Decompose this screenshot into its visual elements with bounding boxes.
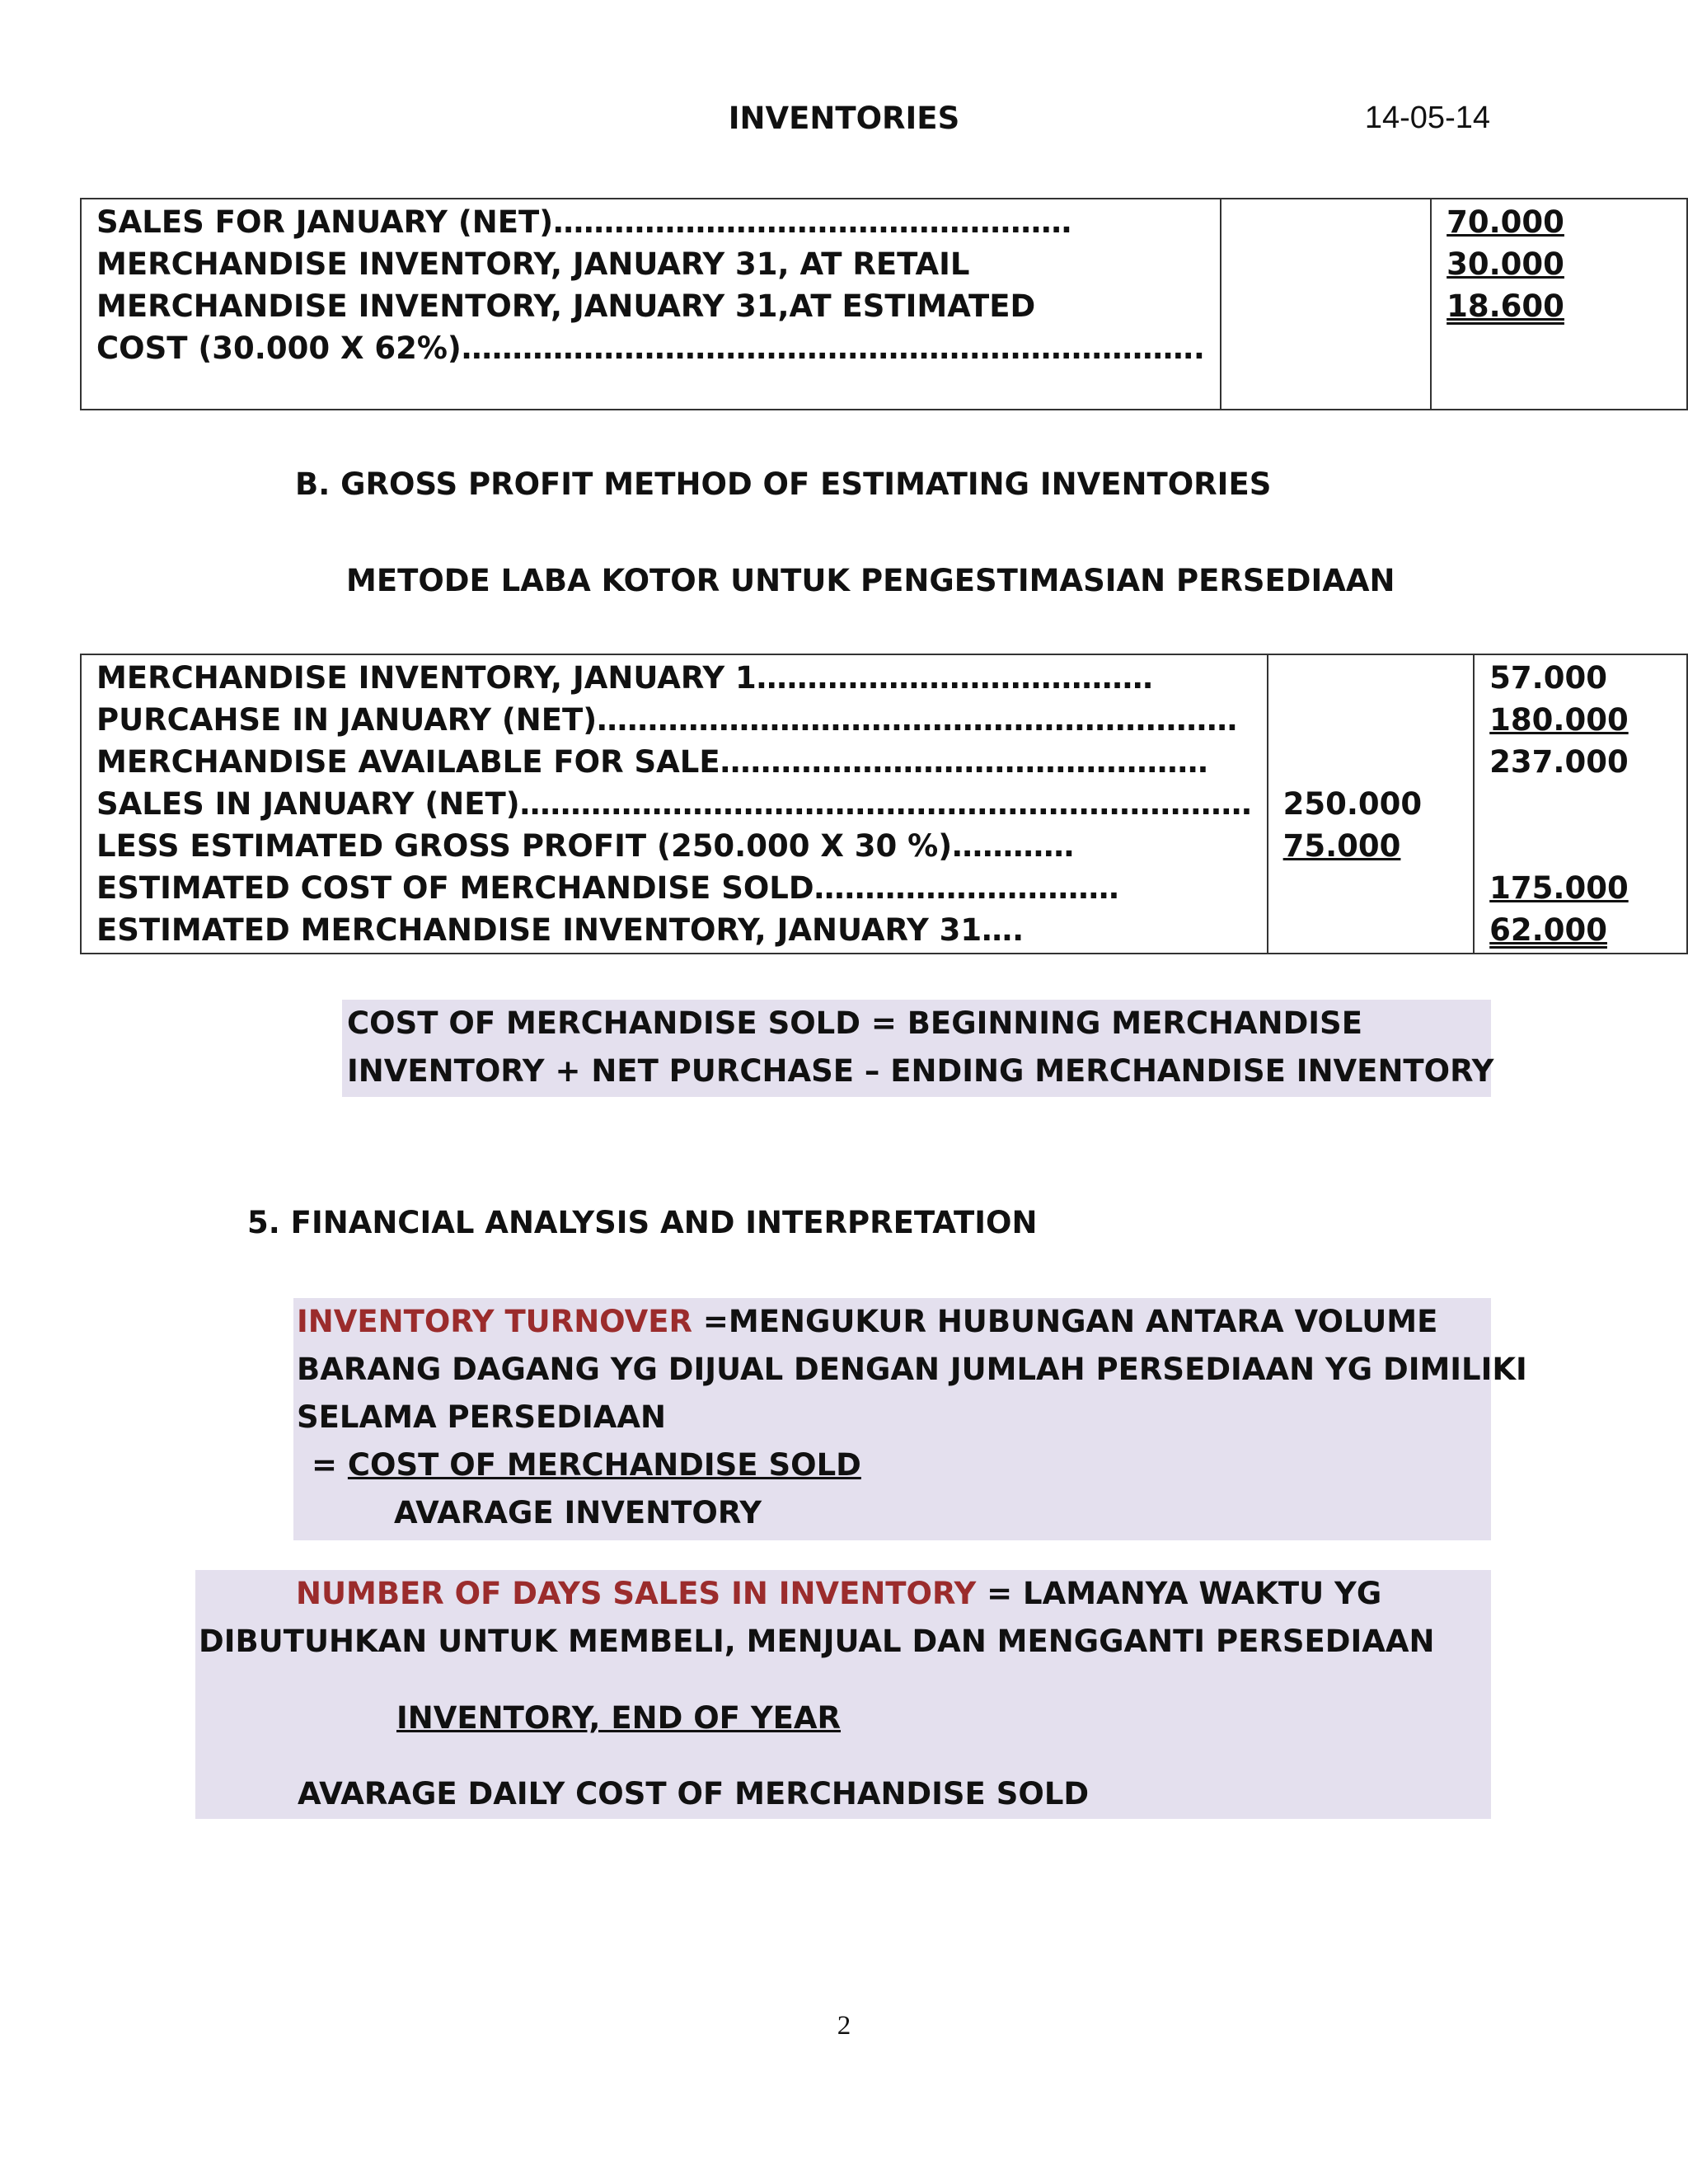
table2-mid xyxy=(1283,909,1459,951)
inventory-turnover-term: INVENTORY TURNOVER xyxy=(297,1304,693,1339)
table1-value: 18.600 xyxy=(1447,288,1564,324)
table2-label: SALES IN JANUARY (NET)……………………………………………………………… xyxy=(96,786,1252,822)
turnover-definition-line: SELAMA PERSEDIAAN xyxy=(297,1399,666,1435)
days-sales-box xyxy=(195,1570,1491,1819)
turnover-formula-numerator-line xyxy=(297,1441,1488,1489)
table2-label: MERCHANDISE INVENTORY, JANUARY 1………………………………… xyxy=(96,660,1153,696)
amount-cell xyxy=(1474,654,1687,954)
table1-line: SALES FOR JANUARY (NET)…………………………………………… xyxy=(96,204,1072,240)
days-sales-numerator: INVENTORY, END OF YEAR xyxy=(396,1700,842,1736)
table2-amount: 237.000 xyxy=(1489,744,1629,780)
table2-label: ESTIMATED COST OF MERCHANDISE SOLD………………………… xyxy=(96,870,1119,906)
table2-amount: 180.000 xyxy=(1489,702,1629,738)
amount-cell xyxy=(1431,199,1687,410)
page-number: 2 xyxy=(837,2011,851,2041)
table1-line: COST (30.000 X 62%)………………………………………………………………. xyxy=(96,330,1205,366)
turnover-definition-line xyxy=(297,1298,1488,1346)
table2-mid xyxy=(1283,699,1459,741)
table2-amount xyxy=(1489,825,1672,867)
section-b-title: B. GROSS PROFIT METHOD OF ESTIMATING INVENTORIES xyxy=(295,466,1272,502)
gross-profit-table xyxy=(80,654,1688,954)
days-sales-term: NUMBER OF DAYS SALES IN INVENTORY xyxy=(296,1576,977,1611)
turnover-numerator: COST OF MERCHANDISE SOLD xyxy=(347,1447,861,1483)
retail-inventory-table xyxy=(80,198,1688,410)
document-date: 14-05-14 xyxy=(1364,101,1490,135)
inventory-turnover-box xyxy=(293,1298,1527,1540)
cogs-formula-box xyxy=(342,1000,1494,1097)
section-5-title: 5. FINANCIAL ANALYSIS AND INTERPRETATION xyxy=(247,1205,1038,1240)
table2-amount xyxy=(1489,783,1672,825)
table2-mid: 250.000 xyxy=(1282,786,1423,822)
table2-amount: 57.000 xyxy=(1489,660,1607,696)
middle-cell xyxy=(1268,654,1475,954)
turnover-definition-text: =MENGUKUR HUBUNGAN ANTARA VOLUME xyxy=(692,1304,1438,1339)
days-sales-definition-line: DIBUTUHKAN UNTUK MEMBELI, MENJUAL DAN MENGGANTI PERSEDIAAN xyxy=(199,1624,1435,1659)
days-sales-denominator: AVARAGE DAILY COST OF MERCHANDISE SOLD xyxy=(298,1776,1090,1811)
table2-label: MERCHANDISE AVAILABLE FOR SALE………………………………………… xyxy=(96,744,1208,780)
table1-value: 30.000 xyxy=(1447,246,1564,282)
middle-cell xyxy=(1221,199,1431,410)
table1-value: 70.000 xyxy=(1447,204,1564,240)
table-row xyxy=(81,654,1687,954)
table2-amount: 175.000 xyxy=(1489,870,1629,906)
description-cell xyxy=(81,654,1268,954)
table2-label: PURCAHSE IN JANUARY (NET)……………………………………………………… xyxy=(96,702,1238,738)
table2-mid: 75.000 xyxy=(1282,828,1401,864)
turnover-denominator: AVARAGE INVENTORY xyxy=(394,1495,762,1530)
description-cell xyxy=(81,199,1221,410)
table-row xyxy=(81,199,1687,410)
turnover-definition-line: BARANG DAGANG YG DIJUAL DENGAN JUMLAH PERSEDIAAN YG DIMILIKI xyxy=(297,1352,1527,1387)
document-title: INVENTORIES xyxy=(728,101,960,136)
table2-mid xyxy=(1283,741,1459,783)
table2-mid xyxy=(1283,657,1459,699)
table1-line: MERCHANDISE INVENTORY, JANUARY 31, AT RETAIL xyxy=(96,246,970,282)
table2-amount: 62.000 xyxy=(1489,912,1607,948)
table2-label: LESS ESTIMATED GROSS PROFIT (250.000 X 30 %)………… xyxy=(96,828,1075,864)
days-sales-definition-text: = LAMANYA WAKTU YG xyxy=(976,1576,1382,1611)
table2-mid xyxy=(1283,867,1459,909)
cogs-formula-line: COST OF MERCHANDISE SOLD = BEGINNING MERCHANDISE xyxy=(347,1005,1362,1041)
days-sales-definition-line xyxy=(195,1570,1491,1618)
equals-sign: = xyxy=(312,1447,348,1483)
section-b-subtitle: METODE LABA KOTOR UNTUK PENGESTIMASIAN PERSEDIAAN xyxy=(346,563,1395,598)
cogs-formula-line: INVENTORY + NET PURCHASE – ENDING MERCHANDISE INVENTORY xyxy=(347,1053,1494,1089)
table2-label: ESTIMATED MERCHANDISE INVENTORY, JANUARY 31…. xyxy=(96,912,1025,948)
table1-line: MERCHANDISE INVENTORY, JANUARY 31,AT ESTIMATED xyxy=(96,288,1036,324)
